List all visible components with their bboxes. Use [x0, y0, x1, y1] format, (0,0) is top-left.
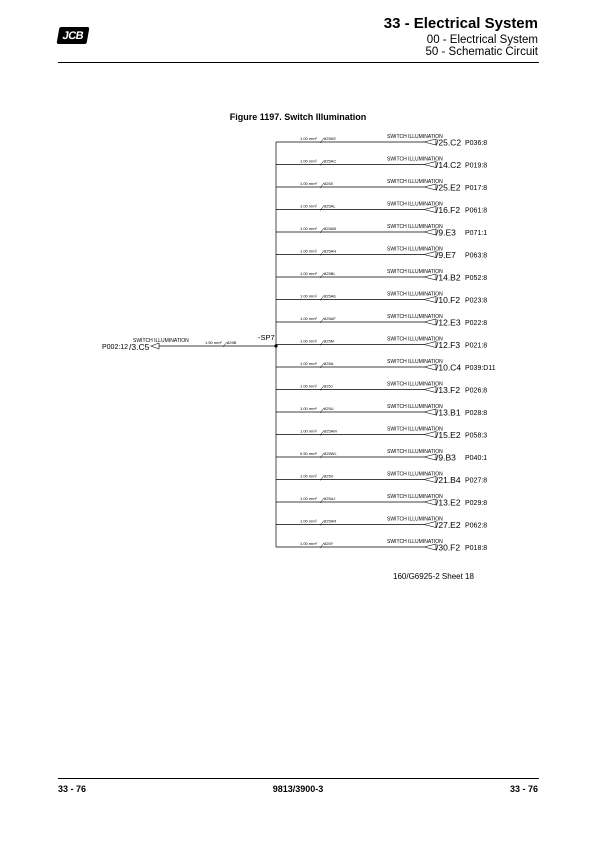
branch-wire-id: 825Y — [324, 541, 334, 546]
branch-wire-size: 1.00 mm² — [300, 158, 317, 164]
figure-title: Figure 1197. Switch Illumination — [229, 112, 367, 122]
branch-wire-size: 1.00 mm² — [300, 473, 317, 479]
section-subsubtitle: 50 - Schematic Circuit — [425, 46, 538, 58]
branch-wire-id: 825AJ — [324, 496, 336, 501]
branch-signal: SWITCH ILLUMINATION — [387, 179, 443, 185]
branch-wire-size: 1.00 mm² — [300, 316, 317, 321]
branch-ref: /15.E2 — [436, 430, 461, 440]
splice-label: -SP7 — [258, 333, 275, 342]
branch-wire-id: 825AF — [324, 316, 336, 321]
branch-signal: SWITCH ILLUMINATION — [387, 134, 443, 140]
branch-signal: SWITCH ILLUMINATION — [387, 516, 443, 523]
branch-wire-size: 1.00 mm² — [300, 338, 317, 344]
branch-connector: P029:8 — [465, 500, 488, 507]
branch-wire-id: 825X — [324, 181, 334, 186]
branch-ref: /13.E2 — [436, 497, 461, 508]
branch-ref: /9.E7 — [436, 250, 456, 260]
branch-connector: P026:8 — [465, 387, 488, 395]
branch-ref: /25.E2 — [436, 182, 461, 193]
branch-connector: P018:8 — [465, 545, 488, 552]
branch-wire-size: 1.00 mm² — [300, 496, 317, 501]
branch-wire-id: 825U — [324, 406, 334, 411]
branch-wire-size: 1.00 mm² — [300, 203, 317, 209]
branch-wire-size: 1.00 mm² — [300, 181, 317, 186]
branch-wire-id: 825AB — [324, 226, 337, 231]
branch-wire-size: 1.00 mm² — [300, 541, 317, 546]
source-connector: P002:12 — [102, 344, 129, 351]
branch-wire-size: 1.00 mm² — [300, 406, 317, 411]
page-number-right: 33 - 76 — [509, 784, 538, 794]
branch-signal: SWITCH ILLUMINATION — [387, 539, 443, 545]
branch-wire-id: 825AC — [324, 158, 337, 164]
source-wire-id: 825B — [227, 340, 237, 345]
branch-wire-size: 1.00 mm² — [300, 226, 317, 231]
branch-connector: P062:8 — [465, 522, 488, 530]
branch-wire-id: 825AH — [324, 248, 337, 254]
branch-connector: P027:8 — [465, 477, 488, 485]
branch-signal: SWITCH ILLUMINATION — [387, 359, 443, 365]
branch-connector: P019:8 — [465, 162, 488, 170]
source-ref: /3.C5 — [129, 342, 150, 352]
branch-wire-id: 825AE — [324, 293, 337, 299]
branch-wire-id: 825KE — [324, 136, 337, 141]
branch-wire-size: 1.00 mm² — [300, 136, 317, 141]
section-title: 33 - Electrical System — [383, 15, 538, 32]
branch-signal: SWITCH ILLUMINATION — [387, 426, 443, 433]
branch-connector: P036:8 — [465, 140, 488, 147]
page-number-left: 33 - 76 — [58, 784, 87, 794]
splice-dot — [274, 344, 277, 347]
branch-connector: P071:1 — [465, 230, 488, 237]
logo-text: JCB — [61, 29, 85, 42]
branch-ref: /10.C4 — [436, 362, 462, 373]
branch-wire-size: 1.00 mm² — [300, 293, 317, 299]
branch-signal: SWITCH ILLUMINATION — [387, 314, 443, 320]
branch-ref: /9.B3 — [436, 452, 456, 463]
branch-ref: /14.C2 — [436, 160, 462, 170]
branch-signal: SWITCH ILLUMINATION — [387, 381, 443, 388]
branch-signal: SWITCH ILLUMINATION — [387, 471, 443, 478]
branch-ref: /12.F3 — [436, 340, 461, 350]
branch-connector: P017:8 — [465, 185, 488, 192]
branch-wire-id: 825BL — [324, 271, 336, 276]
branch-connector: P058:3 — [465, 432, 488, 440]
section-subtitle: 00 - Electrical System — [426, 34, 538, 46]
branch-connector: P021:8 — [465, 342, 488, 350]
branch-wire-size: 1.00 mm² — [300, 361, 317, 366]
branch-wire-id: 825WL — [324, 451, 337, 456]
branch-wire-id: 825AM — [324, 428, 337, 434]
branch-signal: SWITCH ILLUMINATION — [387, 224, 443, 230]
branch-ref: /30.F2 — [436, 542, 461, 553]
branch-wire-size: 1.00 mm² — [300, 518, 317, 524]
branch-wire-size: 1.00 mm² — [300, 428, 317, 434]
branch-ref: /21.B4 — [436, 475, 461, 485]
branch-wire-size: 1.00 mm² — [300, 271, 317, 276]
branch-wire-size: 1.00 mm² — [300, 248, 317, 254]
branch-ref: /16.F2 — [436, 205, 461, 215]
branch-wire-size: 1.00 mm² — [300, 383, 317, 389]
branch-wire-id: 825J — [324, 383, 333, 389]
branch-ref: /13.F2 — [436, 385, 461, 395]
branch-signal: SWITCH ILLUMINATION — [387, 201, 443, 208]
branch-signal: SWITCH ILLUMINATION — [387, 494, 443, 500]
branch-connector: P028:8 — [465, 410, 488, 417]
branch-ref: /9.E3 — [436, 227, 456, 238]
source-signal: SWITCH ILLUMINATION — [133, 338, 189, 344]
branch-ref: /14.B2 — [436, 272, 461, 283]
branch-signal: SWITCH ILLUMINATION — [387, 336, 443, 343]
branch-wire-id: 825M — [324, 338, 335, 344]
branch-wire-id: 825AR — [324, 518, 337, 524]
branch-ref: /12.E3 — [436, 317, 461, 328]
footer-divider — [58, 778, 539, 779]
branch-wire-size: 0.50 mm² — [300, 451, 317, 456]
branch-wire-id: 825V — [324, 473, 334, 479]
source-wire-size: 1.50 mm² — [205, 340, 222, 345]
branch-connector: P022:8 — [465, 320, 488, 327]
branch-wire-id: 825AL — [324, 203, 336, 209]
branch-signal: SWITCH ILLUMINATION — [387, 449, 443, 455]
branch-ref: /13.B1 — [436, 407, 461, 418]
branch-ref: /10.F2 — [436, 295, 461, 305]
branch-ref: /25.C2 — [436, 137, 462, 148]
branch-connector: P023:8 — [465, 297, 488, 305]
branch-signal: SWITCH ILLUMINATION — [387, 291, 443, 298]
branch-signal: SWITCH ILLUMINATION — [387, 246, 443, 253]
branch-signal: SWITCH ILLUMINATION — [387, 156, 443, 163]
branch-ref: /27.E2 — [436, 520, 461, 530]
branch-connector: P061:8 — [465, 207, 488, 215]
branch-signal: SWITCH ILLUMINATION — [387, 404, 443, 410]
sheet-reference: 160/G6925-2 Sheet 18 — [393, 572, 474, 581]
branch-wire-id: 825A — [324, 361, 334, 366]
branch-connector: P063:8 — [465, 252, 488, 260]
branch-connector: P052:8 — [465, 275, 488, 282]
branch-connector: P040:1 — [465, 455, 488, 462]
branch-connector: P039:D11 — [465, 365, 496, 372]
document-number: 9813/3900-3 — [272, 784, 324, 794]
branch-signal: SWITCH ILLUMINATION — [387, 269, 443, 275]
